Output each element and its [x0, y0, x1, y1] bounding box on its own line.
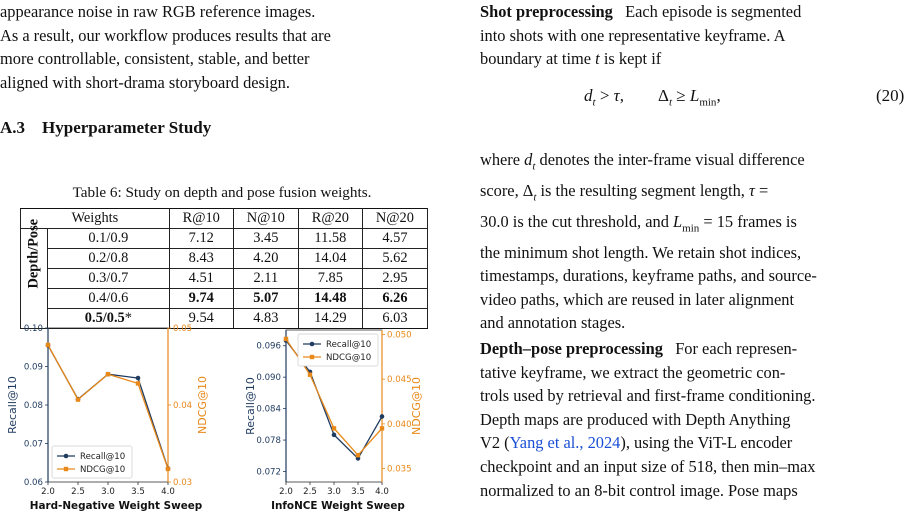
where-paragraph	[480, 148, 920, 335]
legend-label: NDCG@10	[80, 465, 126, 475]
table-cell-best: 5.07	[233, 289, 298, 309]
para-line	[480, 431, 920, 455]
right-tick-label: 0.050	[387, 330, 412, 341]
para-line: aligned with short-drama storyboard design.	[0, 72, 290, 92]
data-point	[106, 372, 110, 376]
para-line: and annotation stages.	[480, 313, 626, 333]
text: boundary at time	[480, 49, 592, 69]
text: where	[480, 150, 521, 169]
table-header-row	[21, 209, 428, 229]
para-line: As a result, our workflow produces results that are	[0, 25, 331, 45]
text: 15 frames is	[716, 211, 797, 231]
data-point	[308, 373, 312, 377]
group-label-cell	[21, 218, 48, 329]
right-tick-label: 0.035	[387, 464, 412, 475]
para-line: Depth maps are produced with Depth Anything	[480, 409, 791, 429]
legend-marker	[64, 454, 69, 459]
table-header: N@20	[362, 209, 427, 229]
para-line	[480, 0, 920, 24]
left-tick-label: 0.084	[256, 404, 281, 415]
right-tick-label: 0.045	[387, 375, 412, 386]
data-point	[284, 337, 288, 341]
table-cell: 0.3/0.7	[48, 269, 170, 289]
table-cell: 0.4/0.6	[48, 289, 170, 309]
table-row	[21, 289, 428, 309]
x-tick-label: 3.0	[101, 487, 115, 497]
text: is the resulting segment length,	[540, 180, 745, 200]
x-tick-label: 4.0	[375, 487, 389, 497]
right-axis-label: NDCG@10	[196, 376, 209, 434]
para-line: tative keyframe, we extract the geometric con-	[480, 362, 786, 382]
left-tick-label: 0.08	[23, 401, 43, 411]
data-point	[380, 414, 385, 419]
x-tick-label: 2.0	[279, 487, 293, 497]
para-line: the minimum shot length. We retain shot indices,	[480, 242, 802, 262]
table-header: N@10	[233, 209, 298, 229]
para-line: boundary at time t is kept if	[480, 49, 662, 69]
x-tick-label: 3.5	[351, 487, 365, 497]
table-cell-best: 9.74	[169, 289, 233, 309]
right-tick-label: 0.040	[387, 419, 412, 430]
para-line	[480, 337, 920, 361]
data-point	[46, 343, 50, 347]
text: ), using the ViT-L encoder	[620, 433, 793, 453]
section-number: A.3	[0, 118, 26, 137]
legend-label: Recall@10	[326, 340, 372, 350]
table-cell: 5.62	[362, 249, 427, 269]
para-line: video paths, which are reused in later alignment	[480, 289, 795, 309]
para-line: timestamps, durations, keyframe paths, and source-	[480, 266, 817, 286]
left-tick-label: 0.09	[23, 362, 43, 373]
para-line: trols used by retrieval and first-frame conditioning.	[480, 386, 816, 406]
table-cell: 9.54	[169, 309, 233, 329]
table-cell-best: 6.26	[362, 289, 427, 309]
para-line: appearance noise in raw RGB reference images.	[0, 2, 316, 21]
text: denotes the inter-frame visual difference	[539, 150, 805, 169]
text: V2 (	[480, 433, 510, 453]
run-in-heading: Depth–pose preprocessing	[480, 339, 663, 358]
text: Each episode is segmented	[625, 2, 802, 21]
table-cell: 11.58	[298, 229, 362, 249]
right-axis-label: NDCG@10	[410, 377, 423, 435]
x-tick-label: 4.0	[161, 487, 175, 497]
table-cell: 7.12	[169, 229, 233, 249]
para-line: 30.0 is the cut threshold, and $L_{min} = 15$ frames is	[480, 211, 797, 235]
equation: $d_t > \tau$, $\Delta_t \ge L_{min}$,	[584, 86, 721, 109]
data-point	[332, 433, 337, 438]
text: For each represen-	[675, 339, 798, 358]
table-cell: 3.45	[233, 229, 298, 249]
data-point	[136, 381, 140, 385]
data-point	[166, 467, 170, 471]
data-point	[136, 376, 141, 381]
table-cell: 4.57	[362, 229, 427, 249]
default-mark: *	[124, 310, 132, 326]
legend-marker	[310, 342, 315, 347]
data-point	[332, 426, 336, 430]
text: 30.0 is the cut threshold, and	[480, 211, 669, 231]
text: score,	[480, 180, 519, 200]
intro-paragraph	[0, 0, 444, 94]
left-axis-label: Recall@10	[244, 377, 257, 435]
infonce-chart	[232, 318, 444, 502]
table-cell: 2.95	[362, 269, 427, 289]
x-tick-label: 3.5	[131, 487, 145, 497]
table-caption: Table 6: Study on depth and pose fusion weights.	[72, 184, 372, 201]
table-row	[21, 229, 428, 249]
table-row	[21, 269, 428, 289]
left-tick-label: 0.090	[256, 373, 281, 384]
table-row	[21, 249, 428, 269]
data-point	[380, 426, 384, 430]
left-tick-label: 0.06	[23, 478, 43, 488]
shot-paragraph	[480, 0, 920, 71]
para-line: into shots with one representative keyframe. A	[480, 25, 786, 45]
table-cell-best: 14.48	[298, 289, 362, 309]
para-line: score, $\Delta_t$ is the resulting segment length, τ =	[480, 180, 769, 204]
left-tick-label: 0.07	[23, 439, 43, 450]
group-label: Depth/Pose	[25, 218, 42, 289]
weights-table	[20, 208, 428, 329]
x-tick-label: 2.0	[41, 487, 55, 497]
left-tick-label: 0.072	[256, 467, 281, 478]
table-cell: 4.20	[233, 249, 298, 269]
section-heading	[0, 118, 211, 138]
right-tick-label: 0.04	[173, 401, 193, 411]
right-tick-label: 0.03	[173, 478, 193, 488]
table-cell: 8.43	[169, 249, 233, 269]
section-title: Hyperparameter Study	[42, 118, 212, 137]
para-line: where $d_t$ denotes the inter-frame visual difference	[480, 150, 805, 173]
table-cell: 0.1/0.9	[48, 229, 170, 249]
run-in-heading: Shot preprocessing	[480, 2, 613, 21]
equation-number: (20)	[876, 86, 905, 105]
table-cell: 14.04	[298, 249, 362, 269]
depth-paragraph	[480, 337, 920, 502]
table-cell: 6.03	[362, 309, 427, 329]
left-tick-label: 0.10	[23, 324, 43, 334]
data-point	[356, 453, 360, 457]
left-tick-label: 0.096	[256, 341, 281, 352]
legend-marker	[64, 467, 68, 471]
table-cell: 0.2/0.8	[48, 249, 170, 269]
hard-negative-chart	[0, 318, 232, 502]
default-weights: 0.5/0.5	[84, 310, 125, 326]
citation-link[interactable]: Yang et al., 2024	[509, 433, 621, 453]
right-tick-label: 0.05	[173, 324, 193, 334]
para-line: checkpoint and an input size of 518, then min–max	[480, 456, 816, 476]
legend-marker	[310, 355, 314, 359]
table-cell: 4.51	[169, 269, 233, 289]
table-header: Weights	[21, 209, 170, 229]
table-cell: 14.29	[298, 309, 362, 329]
para-line: more controllable, consistent, stable, and better	[0, 49, 310, 69]
left-tick-label: 0.078	[256, 436, 281, 447]
table-header: R@10	[169, 209, 233, 229]
chart-title: InfoNCE Weight Sweep	[271, 500, 405, 512]
table-cell: 4.83	[233, 309, 298, 329]
text: is kept if	[603, 49, 662, 69]
x-tick-label: 3.0	[327, 487, 341, 497]
table-header: R@20	[298, 209, 362, 229]
chart-title: Hard-Negative Weight Sweep	[29, 500, 203, 512]
legend-label: NDCG@10	[326, 353, 372, 363]
x-tick-label: 2.5	[303, 487, 317, 497]
legend-label: Recall@10	[80, 452, 126, 462]
x-tick-label: 2.5	[71, 487, 85, 497]
left-axis-label: Recall@10	[6, 376, 19, 434]
data-point	[76, 397, 80, 401]
para-line: normalized to an 8-bit control image. Pose maps	[480, 480, 798, 500]
table-cell: 2.11	[233, 269, 298, 289]
table-cell: 7.85	[298, 269, 362, 289]
